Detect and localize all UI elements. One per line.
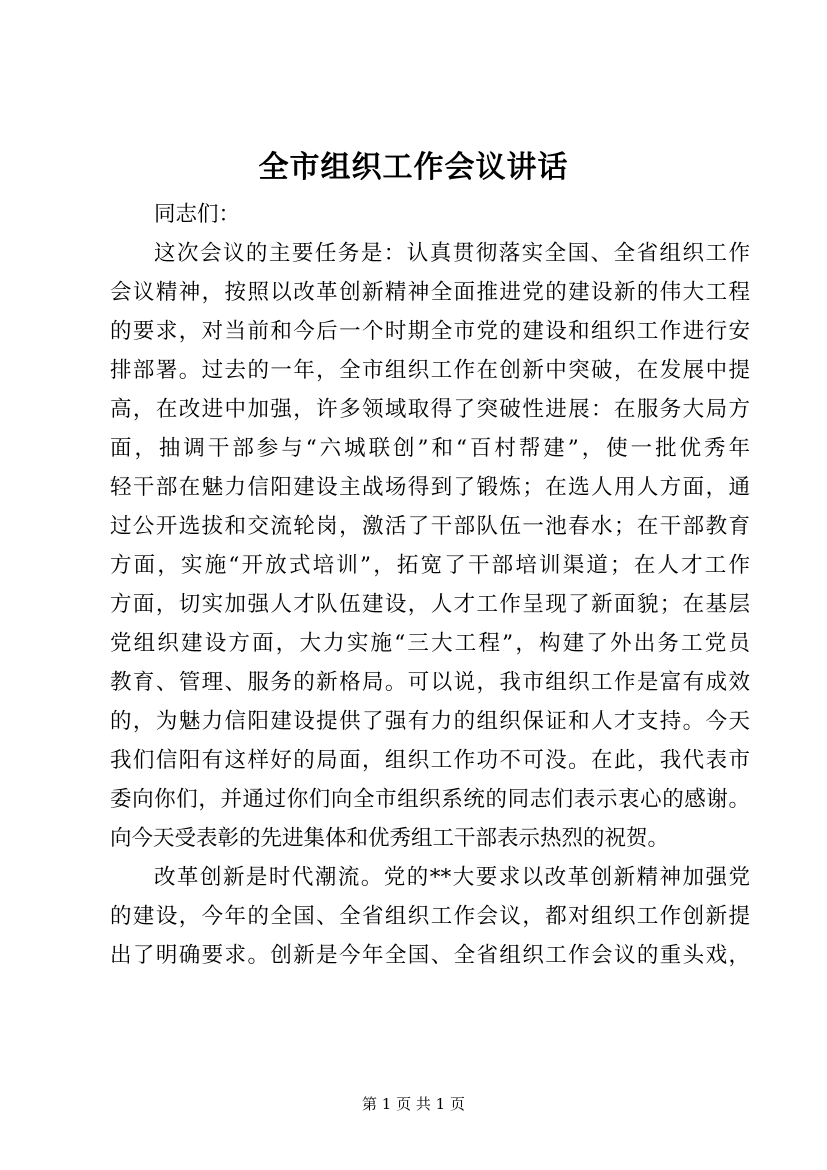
document-body <box>110 195 750 975</box>
text-line: 排部署。过去的一年，全市组织工作在创新中突破，在发展中提 <box>110 358 750 383</box>
text-line: 方面，切实加强人才队伍建设，人才工作呈现了新面貌；在基层 <box>110 592 750 617</box>
page-footer: 第 1 页 共 1 页 <box>362 1095 465 1113</box>
text-line: 过公开选拔和交流轮岗，激活了干部队伍一池春水；在干部教育 <box>110 514 750 539</box>
text-line: 这次会议的主要任务是：认真贯彻落实全国、全省组织工作 <box>154 241 750 266</box>
text-line: 同志们： <box>154 202 241 227</box>
text-line: 的，为魅力信阳建设提供了强有力的组织保证和人才支持。今天 <box>110 709 750 734</box>
text-line: 方面，实施“开放式培训”，拓宽了干部培训渠道；在人才工作 <box>110 553 750 578</box>
document-title: 全市组织工作会议讲话 <box>258 150 569 185</box>
text-line: 出了明确要求。创新是今年全国、全省组织工作会议的重头戏， <box>110 943 750 968</box>
text-line: 面，抽调干部参与“六城联创”和“百村帮建”，使一批优秀年 <box>110 436 750 461</box>
text-line: 高，在改进中加强，许多领域取得了突破性进展：在服务大局方 <box>110 397 750 422</box>
text-line: 的要求，对当前和今后一个时期全市党的建设和组织工作进行安 <box>110 319 750 344</box>
text-line: 轻干部在魅力信阳建设主战场得到了锻炼；在选人用人方面，通 <box>110 475 750 500</box>
text-line: 会议精神，按照以改革创新精神全面推进党的建设新的伟大工程 <box>110 280 750 305</box>
text-line: 我们信阳有这样好的局面，组织工作功不可没。在此，我代表市 <box>110 748 750 773</box>
text-line: 教育、管理、服务的新格局。可以说，我市组织工作是富有成效 <box>110 670 750 695</box>
text-line: 改革创新是时代潮流。党的**大要求以改革创新精神加强党 <box>154 865 750 890</box>
text-line: 向今天受表彰的先进集体和优秀组工干部表示热烈的祝贺。 <box>110 826 670 851</box>
text-line: 的建设，今年的全国、全省组织工作会议，都对组织工作创新提 <box>110 904 750 929</box>
text-line: 委向你们，并通过你们向全市组织系统的同志们表示衷心的感谢。 <box>110 787 750 812</box>
text-line: 党组织建设方面，大力实施“三大工程”，构建了外出务工党员 <box>110 631 750 656</box>
